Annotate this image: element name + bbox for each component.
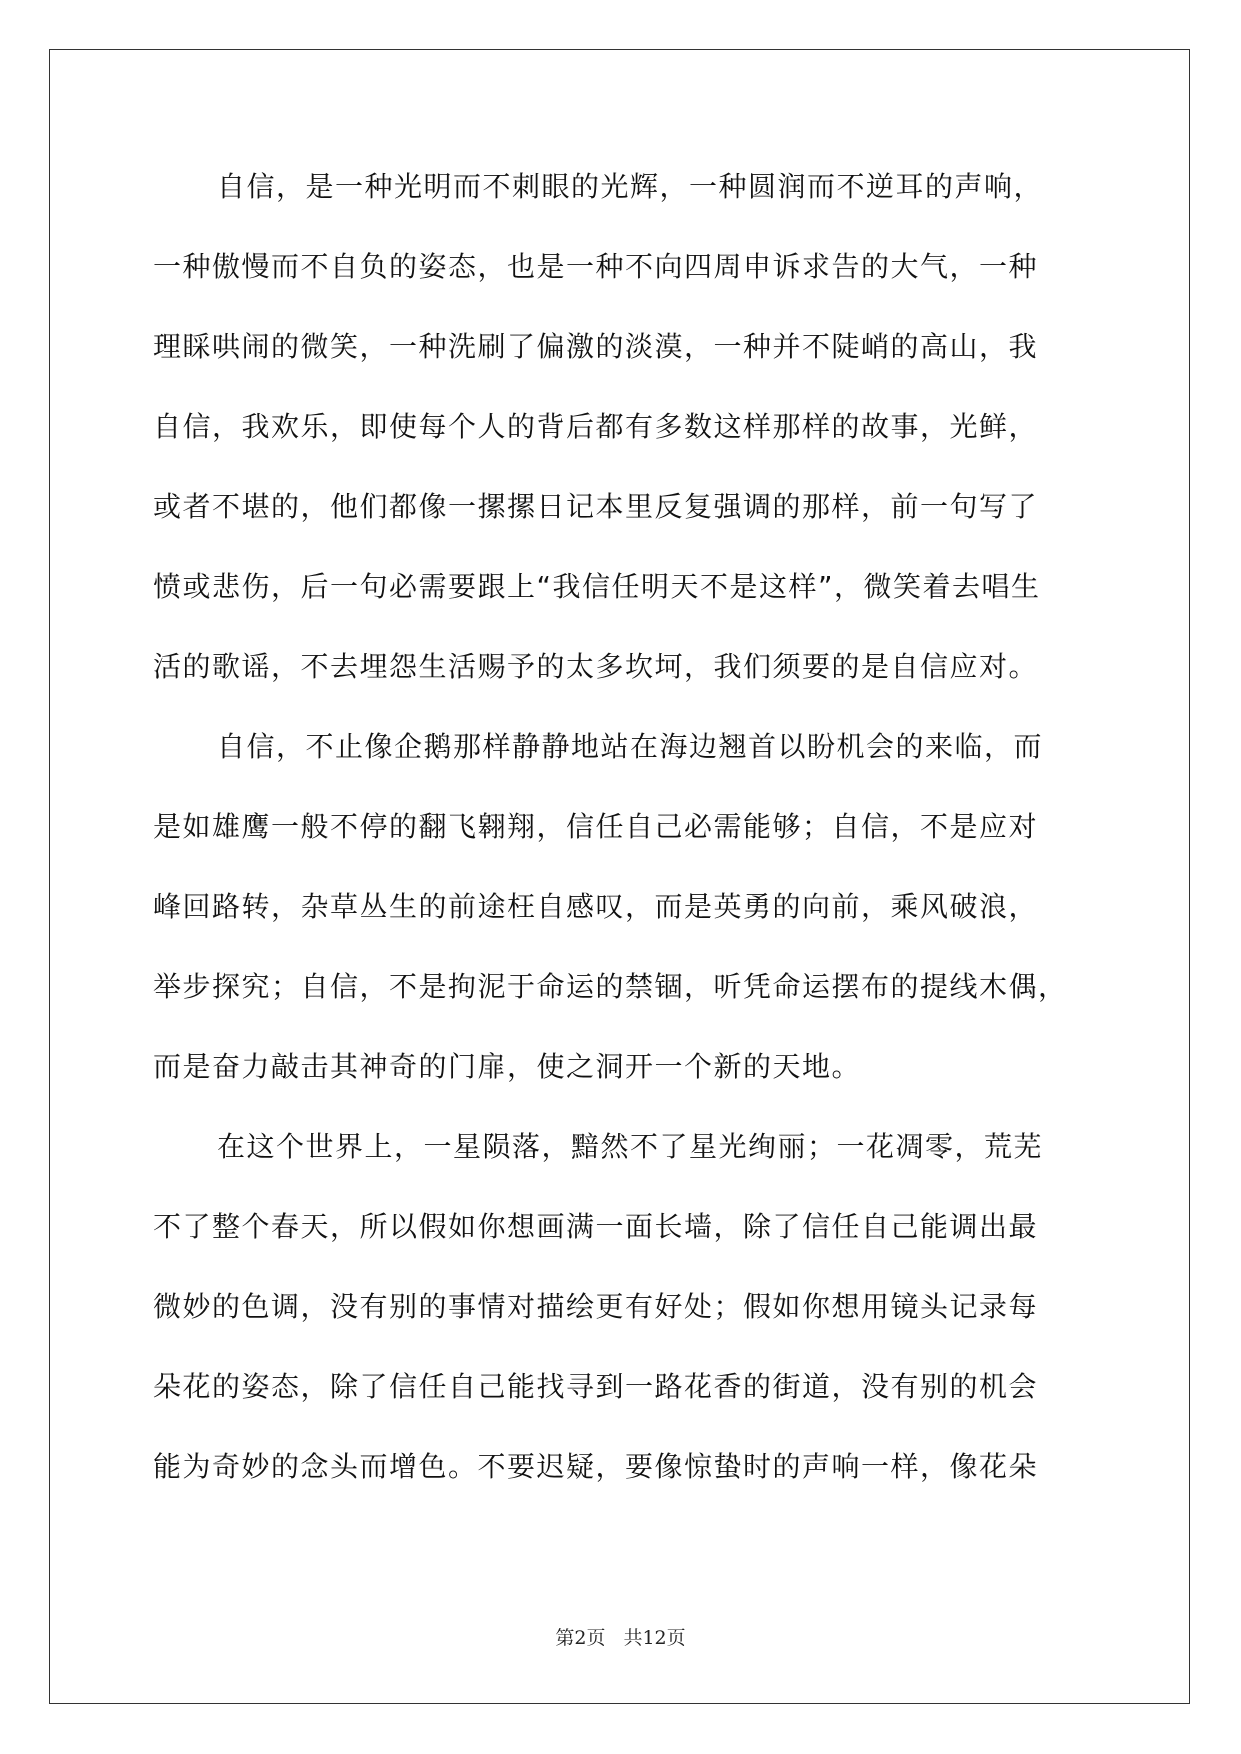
- text-line: 峰回路转，杂草丛生的前途枉自感叹，而是英勇的向前，乘风破浪，: [153, 890, 1039, 923]
- text-line: 自信，是一种光明而不刺眼的光辉，一种圆润而不逆耳的声响，: [217, 170, 1044, 203]
- page-footer: [0, 1623, 1241, 1650]
- text-line: 自信，我欢乐，即使每个人的背后都有多数这样那样的故事，光鲜，: [153, 410, 1039, 443]
- text-line: 理睬哄闹的微笑，一种洗刷了偏激的淡漠，一种并不陡峭的高山，我: [153, 330, 1039, 363]
- page-total: 共12页: [623, 1627, 686, 1649]
- text-line: 活的歌谣，不去埋怨生活赐予的太多坎坷，我们须要的是自信应对。: [153, 650, 1039, 683]
- text-line: 朵花的姿态，除了信任自己能找寻到一路花香的街道，没有别的机会: [153, 1370, 1039, 1403]
- text-line: 在这个世界上，一星陨落，黯然不了星光绚丽；一花凋零，荒芜: [217, 1130, 1044, 1163]
- text-line: 一种傲慢而不自负的姿态，也是一种不向四周申诉求告的大气，一种: [153, 250, 1039, 283]
- text-line: 或者不堪的，他们都像一摞摞日记本里反复强调的那样，前一句写了: [153, 490, 1039, 523]
- text-line: 自信，不止像企鹅那样静静地站在海边翘首以盼机会的来临，而: [217, 730, 1044, 763]
- text-line: 微妙的色调，没有别的事情对描绘更有好处；假如你想用镜头记录每: [153, 1290, 1039, 1323]
- text-line: 愤或悲伤，后一句必需要跟上“我信任明天不是这样”，微笑着去唱生: [153, 570, 1041, 603]
- text-line: 而是奋力敲击其神奇的门扉，使之洞开一个新的天地。: [153, 1050, 862, 1083]
- text-line: 举步探究；自信，不是拘泥于命运的禁锢，听凭命运摆布的提线木偶，: [153, 970, 1068, 1003]
- text-line: 能为奇妙的念头而增色。不要迟疑，要像惊蛰时的声响一样，像花朵: [153, 1450, 1039, 1483]
- text-line: 不了整个春天，所以假如你想画满一面长墙，除了信任自己能调出最: [153, 1210, 1039, 1243]
- text-line: 是如雄鹰一般不停的翻飞翱翔，信任自己必需能够；自信，不是应对: [153, 810, 1039, 843]
- document-body: [153, 163, 1103, 1523]
- page-number: 第2页: [555, 1627, 606, 1649]
